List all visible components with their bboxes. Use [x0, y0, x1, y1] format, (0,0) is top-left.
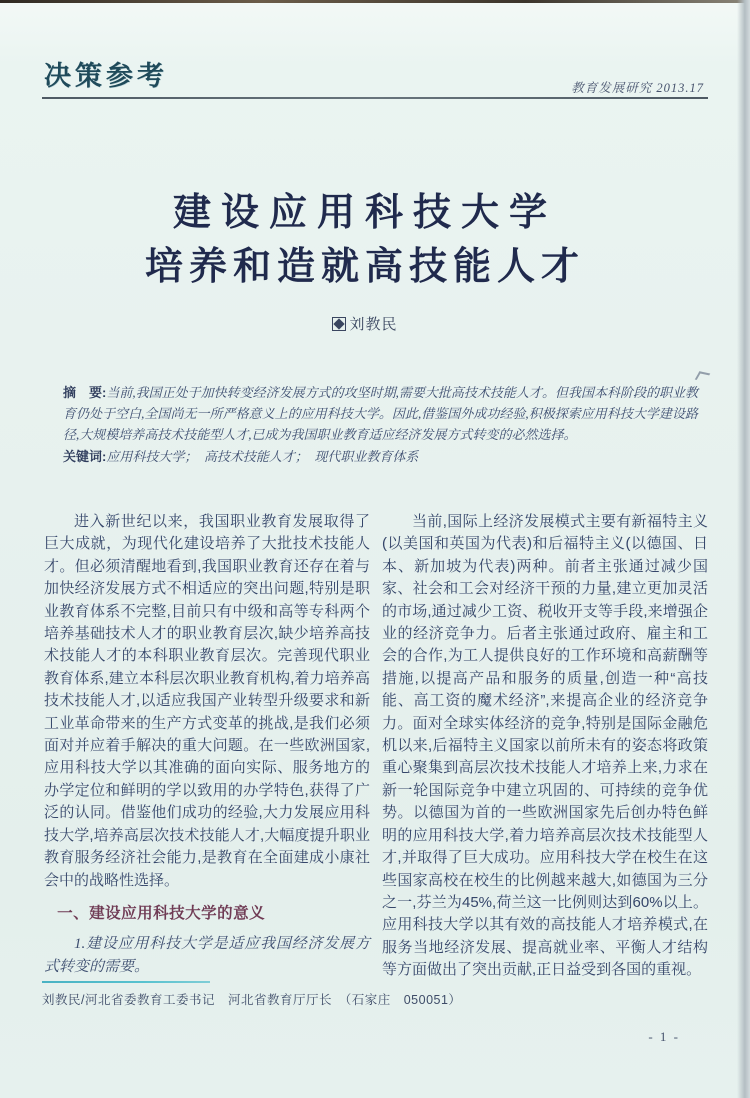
right-column: [382, 511, 708, 982]
article-title-line2: 培养和造就高技能人才: [144, 246, 585, 288]
page-number: - 1 -: [648, 1029, 680, 1044]
left-subpoint-paragraph: 1.建设应用科技大学是适应我国经济发展方式转变的需要。: [44, 936, 370, 975]
abstract-text: 当前,我国正处于加快转变经济发展方式的攻坚时期,需要大批高技术技能人才。但我国本科阶段的职业教育仍处于空白,全国尚无一所严格意义上的应用科技大学。因此,借鉴国外成功经验,积极探索应用科技大学建设路径,大规模培养高技术技能型人才,已成为我国职业教育适应经济发展方式转变的必然选择。: [63, 385, 698, 442]
section-heading: 一、建设应用科技大学的意义: [57, 904, 266, 922]
abstract-paragraph: [63, 383, 698, 445]
left-column: [44, 511, 370, 978]
keywords-label: 关键词:: [63, 449, 107, 465]
right-paragraph: 当前,国际上经济发展模式主要有新福特主义(以美国和英国为代表)和后福特主义(以德国、日本、新加坡为代表)两种。前者主张通过减少国家、社会和工会对经济干预的力量,建立更加灵活的市场,通过减少工资、税收开支等手段,来增强企业的经济竞争力。后者主张通过政府、雇主和工会的合作,为工人提供良好的工作环境和高薪酬等措施,以提高产品和服务的质量,创造一种“高技能、高工资的魔术经济”,来提高企业的经济竞争力。面对全球实体经济的竞争,特别是国际金融危机以来,后福特主义国家以前所未有的姿态将政策重心聚集到高层次技术技能人才培养上来,力求在新一轮国际竞争中建立巩固的、可持续的竞争优势。以德国为首的一些欧洲国家先后创办特色鲜明的应用科技大学,着力培养高层次技术技能型人才,并取得了巨大成功。应用科技大学在校生在这些国家高校在校生的比例越来越大,如德国为三分之一,芬兰为45%,荷兰这一比例则达到60%以上。应用科技大学以其有效的高技能人才培养模式,在服务当地经济发展、提高就业率、平衡人才结构等方面做出了突出贡献,正日益受到各国的重视。: [382, 513, 708, 979]
keywords-paragraph: [63, 447, 698, 468]
abstract-label: 摘 要:: [63, 385, 107, 400]
scan-right-edge: [737, 0, 750, 1098]
author-line: [0, 313, 730, 334]
article-title: [0, 186, 730, 294]
author-footnote: 刘教民/河北省委教育工委书记 河北省教育厅厅长 （石家庄 050051）: [42, 993, 462, 1007]
header-divider: [42, 97, 708, 99]
journal-issue-label: 教育发展研究 2013.17: [571, 81, 704, 95]
column-brand-title: 决策参考: [44, 61, 168, 91]
author-name: 刘教民: [349, 316, 398, 333]
pen-tick-mark: [695, 371, 710, 381]
keywords-text: 应用科技大学； 高技术技能人才； 现代职业教育体系: [106, 449, 419, 465]
scan-top-edge: [0, 0, 750, 3]
author-diamond-icon: [332, 317, 346, 331]
article-title-line1: 建设应用科技大学: [172, 192, 557, 234]
abstract-block: [63, 383, 698, 470]
footnote-divider: [42, 981, 210, 983]
left-paragraph: 进入新世纪以来，我国职业教育发展取得了巨大成就，为现代化建设培养了大批技术技能人才。但必须清醒地看到,我国职业教育还存在着与加快经济发展方式不相适应的突出问题,特别是职业教育体系不完整,目前只有中级和高等专科两个培养基础技术人才的职业教育层次,缺少培养高技术技能人才的本科职业教育层次。完善现代职业教育体系,建立本科层次职业教育机构,着力培养高技术技能人才,以适应我国产业转型升级要求和新工业革命带来的生产方式变革的挑战,是我们必须面对并应着手解决的重大问题。在一些欧洲国家,应用科技大学以其准确的面向实际、服务地方的办学定位和鲜明的学以致用的办学特色,获得了广泛的认同。借鉴他们成功的经验,大力发展应用科技大学,培养高层次技术技能人才,大幅度提升职业教育服务经济社会能力,是教育在全面建成小康社会中的战略性选择。: [44, 513, 370, 889]
